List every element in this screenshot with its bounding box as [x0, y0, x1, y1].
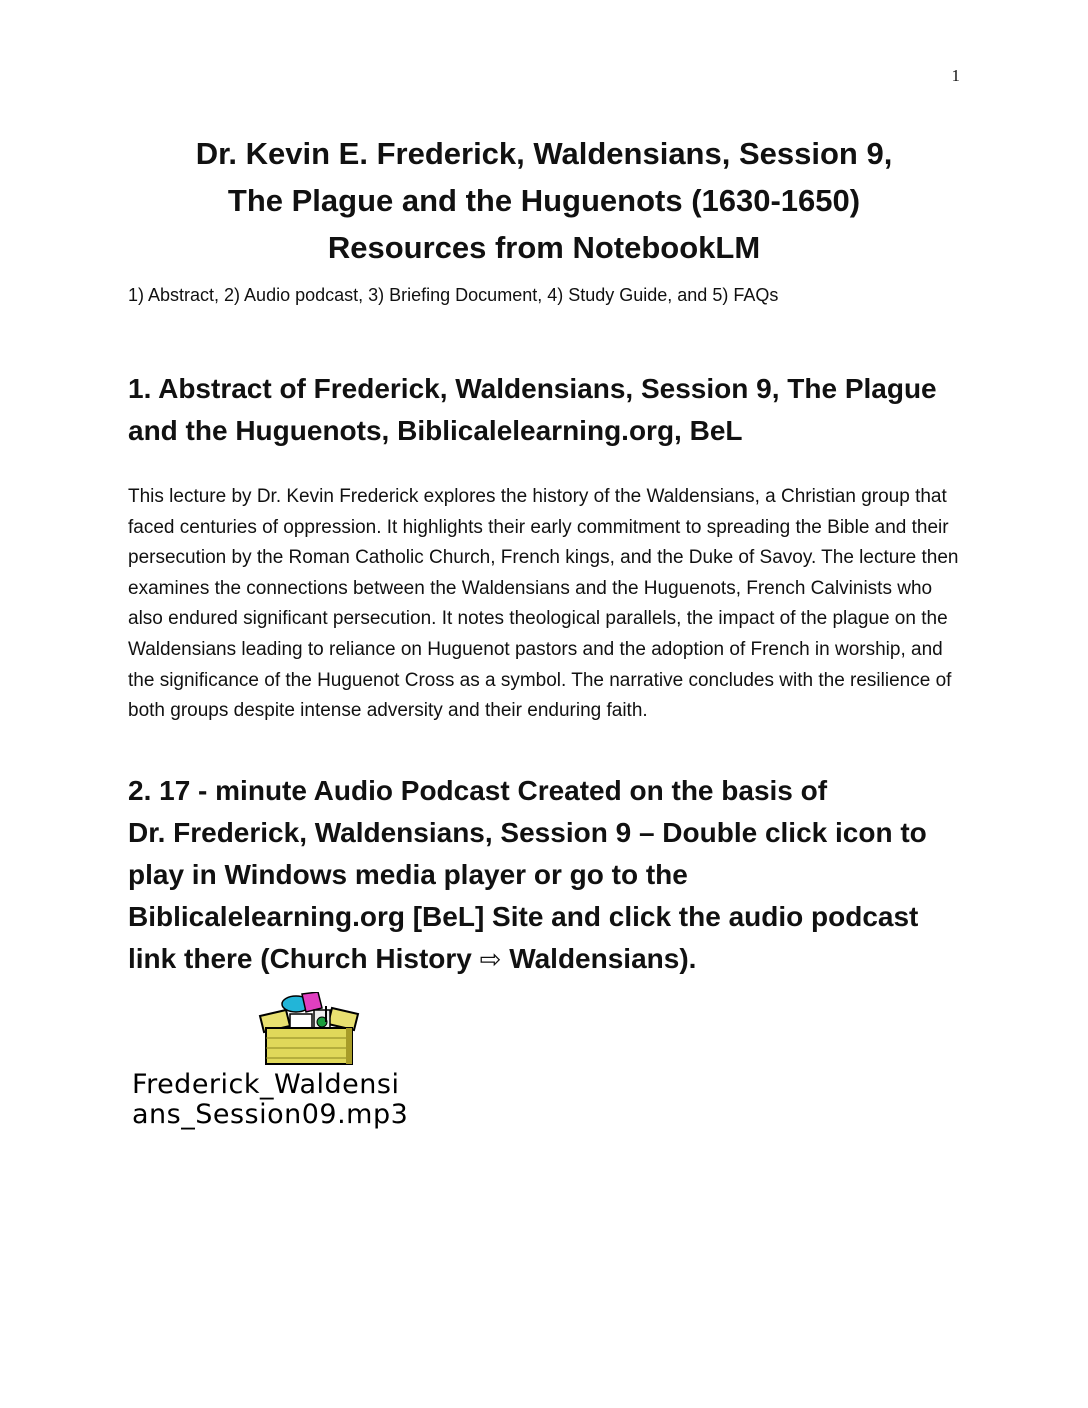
file-name-line-2: ans_Session09.mp3 [132, 1099, 409, 1130]
document-title [0, 130, 1088, 271]
podcast-heading-body: Dr. Frederick, Waldensians, Session 9 – Double click icon to play in Windows media player or go to the Biblicalelearning.org [BeL] Site and click the audio podcast link there (Church History [128, 817, 927, 974]
arrow-right-icon: ⇨ [479, 945, 502, 975]
media-package-icon[interactable] [256, 992, 362, 1066]
abstract-heading: 1. Abstract of Frederick, Waldensians, Session 9, The Plague and the Huguenots, Biblicalelearning.org, BeL [128, 373, 937, 446]
abstract-body: This lecture by Dr. Kevin Frederick explores the history of the Waldensians, a Christian group that faced centuries of oppression. It highlights their early commitment to spreading the Bible and their persecution by the Roman Catholic Church, French kings, and the Duke of Savoy. The lecture then examines the connections between the Waldensians and the Huguenots, French Calvinists who also endured significant persecution. It notes theological parallels, the impact of the plague on the Waldensians leading to reliance on Huguenot pastors and the adoption of French in worship, and the significance of the Huguenot Cross as a symbol. The narrative concludes with the resilience of both groups despite intense adversity and their enduring faith. [128, 486, 959, 722]
resources-list: 1) Abstract, 2) Audio podcast, 3) Briefing Document, 4) Study Guide, and 5) FAQs [128, 285, 779, 305]
podcast-heading-end: Waldensians). [501, 943, 697, 974]
file-name-line-1: Frederick_Waldensi [132, 1069, 400, 1100]
title-line-1: Dr. Kevin E. Frederick, Waldensians, Session 9, [195, 136, 893, 171]
audio-file-label[interactable] [132, 1070, 408, 1130]
podcast-heading [128, 770, 968, 981]
title-line-3: Resources from NotebookLM [327, 230, 761, 265]
title-line-2: The Plague and the Huguenots (1630-1650) [227, 183, 861, 218]
page-number: 1 [951, 66, 960, 85]
podcast-heading-line1: 2. 17 - minute Audio Podcast Created on the basis of [128, 775, 828, 806]
